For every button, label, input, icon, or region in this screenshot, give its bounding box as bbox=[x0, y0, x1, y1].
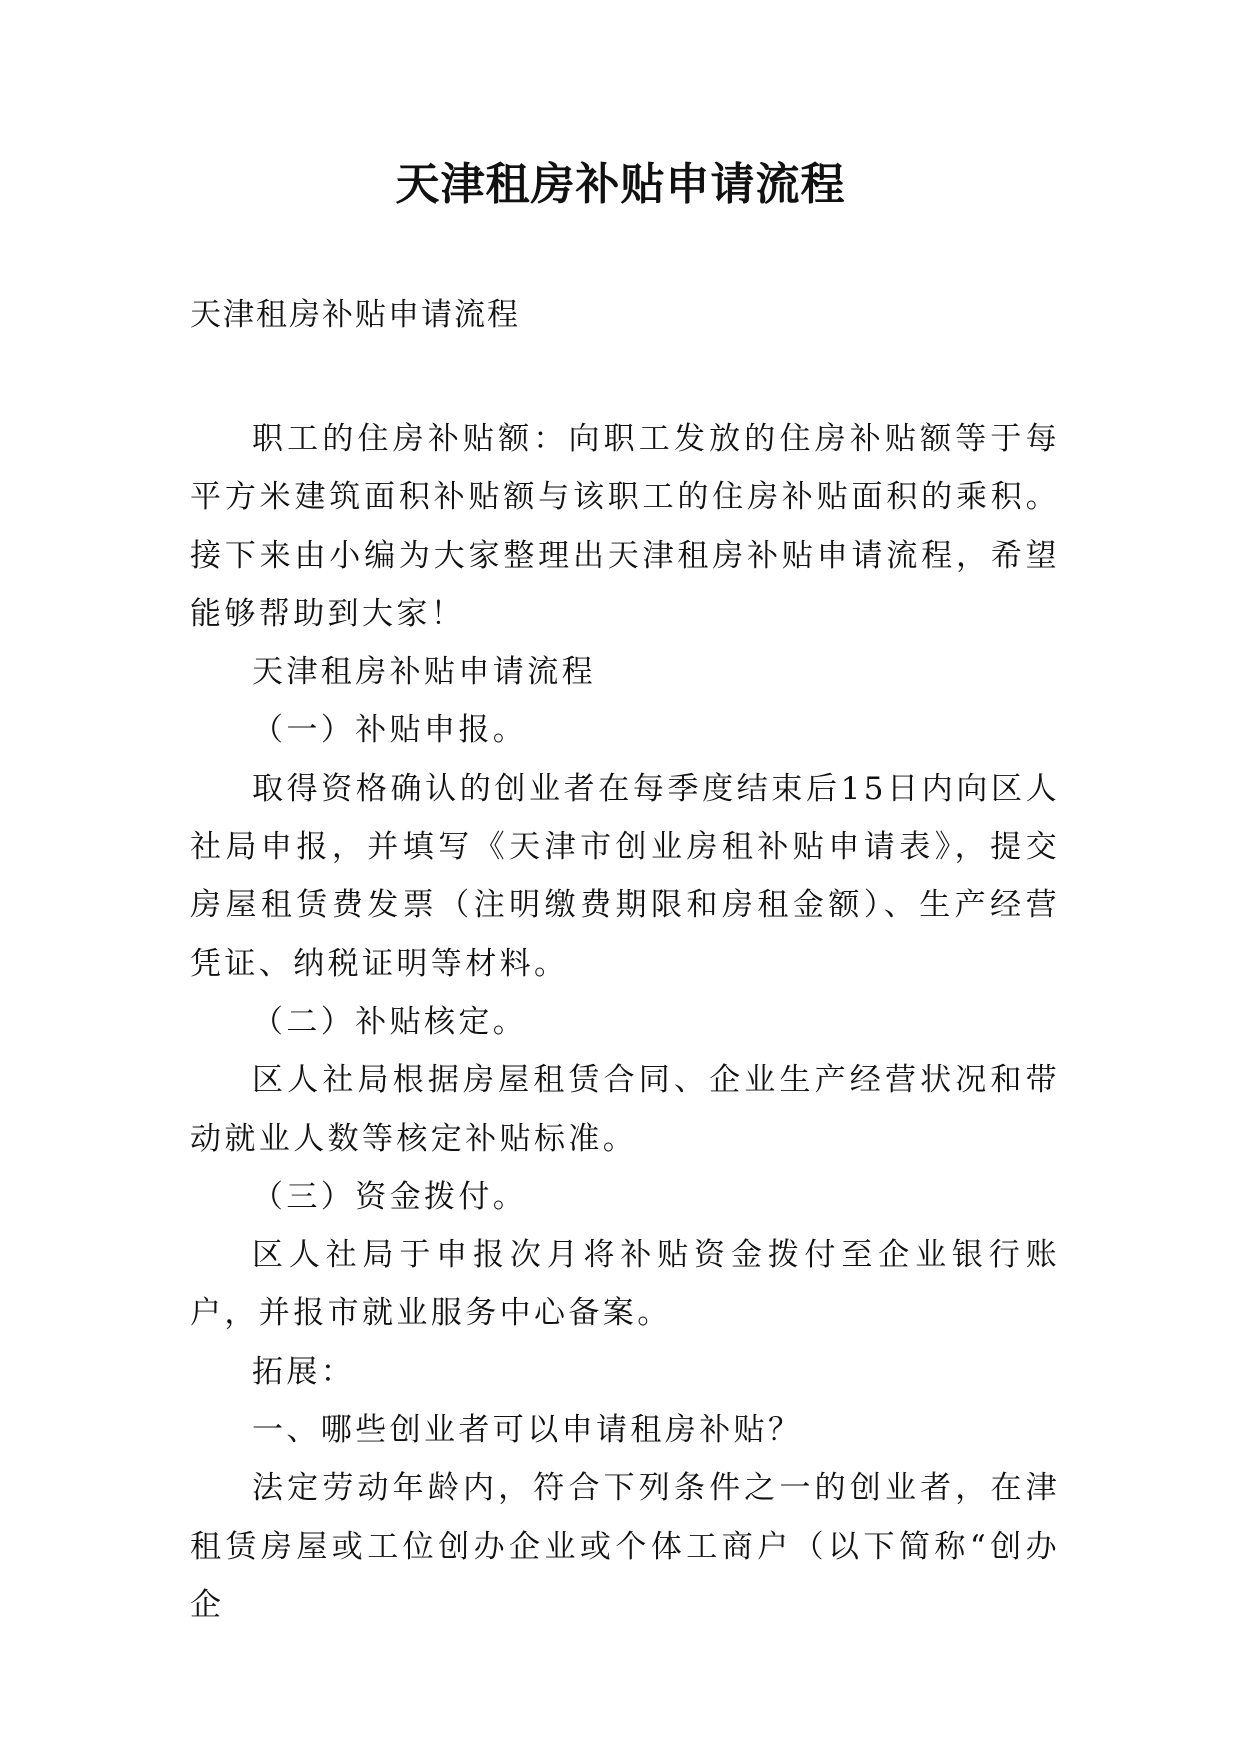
section-heading: 一、哪些创业者可以申请租房补贴？ bbox=[252, 1412, 803, 1449]
document-body bbox=[190, 410, 1060, 1634]
document-title: 天津租房补贴申请流程 bbox=[395, 159, 846, 210]
body-paragraph: 区人社局于申报次月将补贴资金拨付至企业银行账户，并报市就业服务中心备案。 bbox=[190, 1237, 1060, 1332]
section-heading: （三）资金拨付。 bbox=[252, 1178, 528, 1215]
section-heading: （一）补贴申报。 bbox=[252, 712, 528, 749]
section-heading: 拓展： bbox=[252, 1353, 356, 1390]
body-paragraph: 法定劳动年龄内，符合下列条件之一的创业者，在津租赁房屋或工位创办企业或个体工商户（以下简称“创办企 bbox=[190, 1470, 1060, 1623]
body-paragraph: 天津租房补贴申请流程 bbox=[252, 654, 596, 691]
document-subtitle: 天津租房补贴申请流程 bbox=[190, 297, 520, 333]
section-heading: （二）补贴核定。 bbox=[252, 1003, 528, 1040]
body-paragraph: 取得资格确认的创业者在每季度结束后15日内向区人社局申报，并填写《天津市创业房租补贴申请表》，提交房屋租赁费发票（注明缴费期限和房租金额）、生产经营凭证、纳税证明等材料。 bbox=[190, 770, 1060, 982]
body-paragraph: 区人社局根据房屋租赁合同、企业生产经营状况和带动就业人数等核定补贴标准。 bbox=[190, 1062, 1060, 1157]
body-paragraph: 职工的住房补贴额：向职工发放的住房补贴额等于每平方米建筑面积补贴额与该职工的住房补贴面积的乘积。接下来由小编为大家整理出天津租房补贴申请流程，希望能够帮助到大家！ bbox=[190, 421, 1060, 632]
